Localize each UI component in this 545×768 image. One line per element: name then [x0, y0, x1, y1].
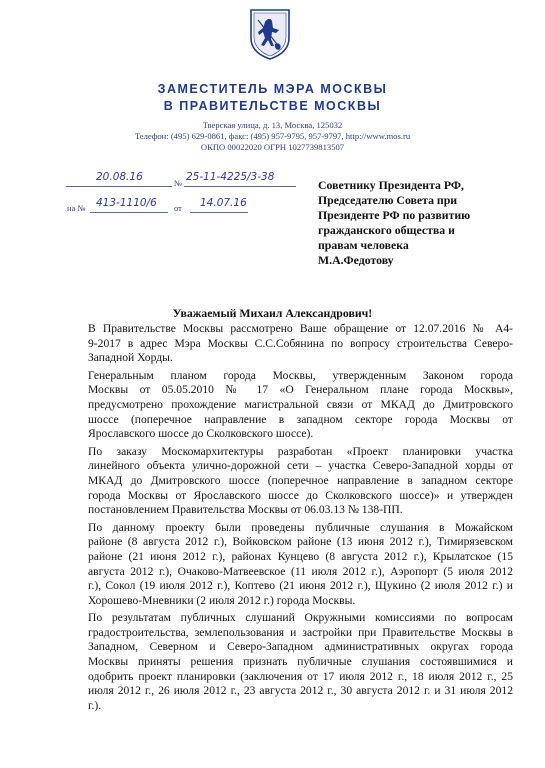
- text-line: города Москвы от Ярославского шоссе до Сколковского шоссе)» и утвержден: [88, 488, 513, 502]
- issuer-phones: Телефон: (495) 629-0861, факс: (495) 957-9795, 957-9797, http://www.mos.ru: [134, 131, 411, 141]
- text-line: одобрить проект планировки (заключения от 17 июля 2012 г., 18 июля 2012 г., 25: [88, 669, 513, 683]
- text-line: Ярославского шоссе до Сколковского шоссе).: [88, 427, 314, 441]
- paragraph: [58, 322, 513, 366]
- text-line: г.), Сокол (19 июля 2012 г.), Коптево (21 июня 2012 г.), Щукино (2 июля 2012 г.) и: [88, 579, 513, 593]
- reference-date-underline: [190, 212, 248, 213]
- reference-from: от: [174, 203, 182, 213]
- text-line: По данному проекту были проведены публичные слушания в Можайском: [88, 520, 513, 534]
- paragraph: [58, 445, 513, 518]
- text-line: Хорошево-Мневники (2 июля 2012 г.) города Москвы.: [88, 593, 356, 607]
- text-line: градостроительства, землепользования и застройки при Правительстве Москвы в: [88, 625, 513, 639]
- text-line: г.).: [88, 698, 102, 712]
- reference-number-underline: [90, 212, 168, 213]
- text-line: линейного объекта улично-дорожной сети – участка Северо-Западной хорды от: [88, 459, 513, 473]
- text-line: Западном, Северном и Северо-Западном административных округах города: [88, 640, 513, 654]
- outgoing-date: 20.08.16: [96, 171, 143, 183]
- text-line: По результатам публичных слушаний Окружными комиссиями по вопросам: [88, 611, 513, 625]
- letter-body: [58, 322, 513, 716]
- recipient-line: Председателю Совета при: [318, 193, 458, 207]
- text-line: шоссе (поперечное направление в западном секторе города Москвы от: [88, 412, 513, 426]
- salutation: Уважаемый Михаил Александрович!: [172, 306, 373, 320]
- text-line: Москвы приняты решения признать публичные слушания состоявшимися и: [88, 655, 513, 669]
- recipient-block: [318, 178, 538, 268]
- text-line: МКАД до Дмитровского шоссе (поперечное направление в западном секторе: [88, 473, 513, 487]
- text-line: постановлением Правительства Москвы от 06.03.13 № 138-ПП.: [88, 503, 403, 517]
- text-line: В Правительстве Москвы рассмотрено Ваше обращение от 12.07.2016 № А4-: [88, 322, 513, 335]
- issuer-title-line2: В ПРАВИТЕЛЬСТВЕ МОСКВЫ: [163, 99, 382, 113]
- text-line: 9-2017 в адрес Мэра Москвы С.С.Собянина по вопросу строительства Северо-: [88, 336, 513, 350]
- recipient-line: гражданского общества и: [318, 223, 455, 237]
- paragraph: [58, 521, 513, 609]
- paragraph: [58, 369, 513, 442]
- number-prefix: №: [174, 178, 183, 188]
- recipient-line: М.А.Федотову: [318, 253, 394, 267]
- recipient-line: Президенте РФ по развитию: [318, 208, 471, 222]
- text-line: районе (21 июня 2012 г.), районах Кунцево (8 августа 2012 г.), Крылатское (15: [88, 549, 513, 563]
- text-line: июля 2012 г., 26 июля 2012 г., 23 августа 2012 г., 30 августа 2012 г. и 31 июля 2012: [88, 684, 513, 698]
- date-underline: [66, 186, 172, 187]
- recipient-line: правам человека: [318, 238, 409, 252]
- text-line: Москвы от 05.05.2010 № 17 «О Генеральном плане города Москвы»,: [88, 383, 513, 397]
- issuer-title-line1: ЗАМЕСТИТЕЛЬ МЭРА МОСКВЫ: [157, 82, 388, 96]
- text-line: По заказу Москомархитектуры разработан «Проект планировки участка: [88, 444, 513, 458]
- paragraph: [58, 611, 513, 713]
- text-line: районе (8 августа 2012 г.), Войковском районе (13 июня 2012 г.), Тимирязевском: [88, 535, 513, 549]
- text-line: предусмотрено прохождение магистральной связи от МКАД до Дмитровского: [88, 397, 513, 411]
- moscow-coat-of-arms-icon: [249, 8, 291, 60]
- text-line: Западной Хорды.: [88, 351, 173, 365]
- text-line: августа 2012 г.), Очаково-Матвеевское (11 июля 2012 г.), Аэропорт (5 июля 2012: [88, 564, 513, 578]
- number-underline: [184, 186, 296, 187]
- reference-prefix: на №: [67, 203, 86, 213]
- reference-date: 14.07.16: [200, 197, 247, 209]
- issuer-address: Тверская улица, д. 13, Москва, 125032: [202, 120, 343, 130]
- issuer-codes: ОКПО 00022020 ОГРН 1027739813507: [200, 142, 345, 152]
- outgoing-number: 25-11-4225/3-38: [186, 171, 275, 183]
- reference-number: 413-1110/6: [96, 197, 157, 209]
- recipient-line: Советнику Президента РФ,: [318, 178, 464, 192]
- text-line: Генеральным планом города Москвы, утвержденным Законом города: [88, 368, 513, 382]
